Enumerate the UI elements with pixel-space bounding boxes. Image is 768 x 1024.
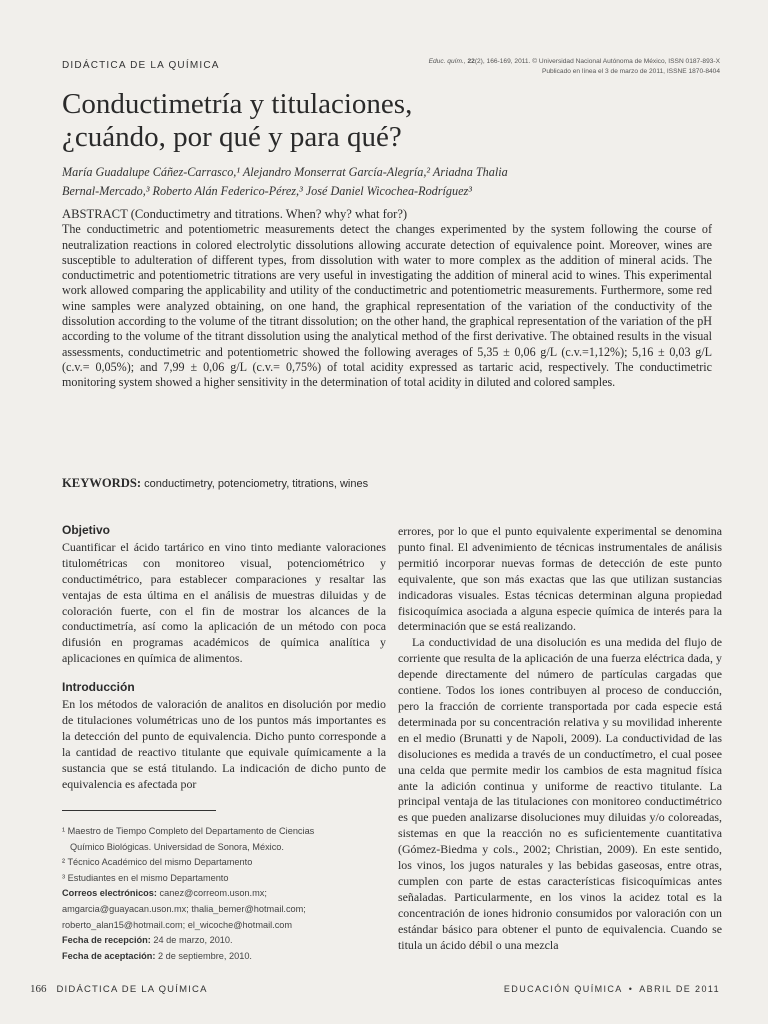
authors-line-1: María Guadalupe Cáñez-Carrasco,¹ Alejandro Monserrat García-Alegría,² Ariadna Thalia xyxy=(62,165,508,179)
received-label: Fecha de recepción: xyxy=(62,935,151,946)
keywords-label: KEYWORDS: xyxy=(62,476,142,490)
right-column xyxy=(398,524,722,953)
footer-journal: EDUCACIÓN QUÍMICA xyxy=(503,984,623,994)
footer-right xyxy=(504,984,720,994)
online-publication-line: Publicado en línea el 3 de marzo de 2011, ISSNE 1870-8404 xyxy=(541,68,720,75)
footer-issue: ABRIL DE 2011 xyxy=(639,984,720,994)
left-column xyxy=(62,523,386,793)
page-number: 166 xyxy=(30,983,47,995)
section-label: DIDÁCTICA DE LA QUÍMICA xyxy=(62,60,220,71)
keywords-text: conductimetry, potenciometry, titrations, wines xyxy=(144,478,369,490)
footnote-1-line-1: ¹ Maestro de Tiempo Completo del Departamento de Ciencias xyxy=(62,826,315,836)
footer-section: DIDÁCTICA DE LA QUÍMICA xyxy=(56,984,208,995)
keywords xyxy=(62,476,712,491)
title-line-2: ¿cuándo, por qué y para qué? xyxy=(62,121,402,153)
footnote-divider xyxy=(62,810,216,811)
emails-line-3: roberto_alan15@hotmail.com; el_wicoche@hotmail.com xyxy=(62,919,293,930)
footnote-2: ² Técnico Académico del mismo Departamento xyxy=(62,857,253,868)
abstract-heading: ABSTRACT (Conductimetry and titrations. When? why? what for?) xyxy=(62,207,408,221)
footer-separator: • xyxy=(628,984,634,994)
received-date-line xyxy=(62,933,392,949)
objetivo-text: Cuantificar el ácido tartárico en vino tinto mediante valoraciones titulométricas con monitoreo visual, potenciométrico y conductimétrico, para establecer comparaciones y resaltar las ventajas de esta última en el análisis de muestras diluidas y de coloración fuerte, con el fin de mostrar los alcances de la conductimetría, así como la aplicación de un método con poca difusión en programas académicos de química analítica y aplicaciones en química de alimentos. xyxy=(62,539,386,666)
title-line-1: Conductimetría y titulaciones, xyxy=(62,88,413,120)
citation-details: (2), 166-169, 2011. © Universidad Nacional Autónoma de México, ISSN 0187-893-X xyxy=(474,58,720,65)
authors-line-2: Bernal-Mercado,³ Roberto Alán Federico-Pérez,³ José Daniel Wicochea-Rodríguez³ xyxy=(62,184,472,198)
footnote-1-line-2: Químico Biológicas. Universidad de Sonora, México. xyxy=(70,841,284,852)
emails-line-2: amgarcia@guayacan.uson.mx; thalia_bemer@hotmail.com; xyxy=(62,903,306,914)
right-paragraph-1: errores, por lo que el punto equivalente experimental se denomina punto final. El advenimiento de técnicas instrumentales de análisis permitió incorporar nuevas formas de detección de este punto equivalente, que son más exactas que las que utilizan sustancias indicadoras visuales. Estas técnicas determinan alguna propiedad fisicoquímica asociada a alguna especie química de interés para la determinación que se está realizando. xyxy=(398,524,722,634)
emails-label: Correos electrónicos: xyxy=(62,888,157,899)
accepted-label: Fecha de aceptación: xyxy=(62,950,156,961)
introduccion-heading: Introducción xyxy=(62,680,135,695)
journal-citation: Educ. quím., 22(2), 166-169, 2011. © Universidad Nacional Autónoma de México, ISSN 0187-893-X Publicado en línea el 3 de marzo de 2011, ISSNE 1870-8404 xyxy=(340,57,720,77)
accepted-date: 2 de septiembre, 2010. xyxy=(158,950,252,961)
right-paragraph-2: La conductividad de una disolución es una medida del flujo de corriente que resulta de la aplicación de una fuerza eléctrica dada, y depende directamente del número de partículas cargadas que contiene. Todos los iones contribuyen al proceso de conducción, pero la fracción de corriente transportada por cada especie está determinada por su concentración relativa y su movilidad inherente en el medio (Brunatti y de Napoli, 2009). La conductividad de las disoluciones es medida a través de un conductímetro, el cual posee una celda que permite medir los cambios de esta magnitud física ante la adición continua y uniforme de reactivo titulante. La principal ventaja de las titulaciones con monitoreo conductimétrico es que pueden analizarse disoluciones muy diluidas y/o coloreadas, sistemas en que la reacción no es suficientemente cuantitativa (Gómez-Biedma y cols., 2002; Christian, 2009). En este sentido, los vinos, los jugos naturales y las bebidas gaseosas, entre otras, cumplen con parte de estas características fisicoquímicas antes señaladas. Particularmente, en los vinos la acidez total es la concentración de iones hidronio consumidos por valoración con un estándar básico para obtener el punto de equivalencia. Cuando se titula un ácido débil o una mezcla xyxy=(398,635,722,952)
citation-journal: Educ. quím. xyxy=(428,58,464,65)
citation-volume: 22 xyxy=(467,58,475,65)
footnote-3: ³ Estudiantes en el mismo Departamento xyxy=(62,872,229,883)
email-list-1: canez@correom.uson.mx; xyxy=(159,888,267,899)
footnotes xyxy=(62,824,392,964)
introduccion-text: En los métodos de valoración de analitos en disolución por medio de titulaciones volumétricas uno de los puntos más importantes es la detección del punto de equivalencia. Dicho punto corresponde a la cantidad de reactivo titulante que equivale químicamente a la sustancia que se está titulando. La indicación de dicho punto de equivalencia es afectada por xyxy=(62,697,386,791)
footer-left xyxy=(30,983,208,995)
received-date: 24 de marzo, 2010. xyxy=(153,935,233,946)
emails-line-1 xyxy=(62,886,392,902)
author-list xyxy=(62,163,712,201)
objetivo-heading: Objetivo xyxy=(62,523,111,537)
accepted-date-line xyxy=(62,949,392,965)
article-title xyxy=(62,88,702,154)
abstract-text: The conductimetric and potentiometric measurements detect the changes experimented by the system following the course of neutralization reactions in colored electrolytic dissolutions allowing accurate detection of equivalence point. Moreover, wines are susceptible to adulteration of different types, from dissolution with water to more complex as the addition of mineral acids. The conductimetric and potentiometric titrations are very useful in investigating the addition of mineral acid to wines. This experimental work allowed comparing the applicability and utility of the conductimetric and potentiometric measurements. Furthermore, some red wine samples were analyzed obtaining, on one hand, the graphical representation of the variation of the conductivity of the dissolution according to the volume of the titrant dissolution; on the other hand, the graphical representation of the variation of the pH according to the volume of the titrant dissolution using the analytical method of the first derivative. The obtained results in the visual assessments, conductimetric and potentiometric showed the following averages of 5,35 ± 0,06 g/L (c.v.=1,12%); 5,16 ± 0,03 g/L (c.v.= 0,05%); and 7,99 ± 0,06 g/L (c.v.= 0,75%) of total acidity expressed as tartaric acid, respectively. The conductimetric monitoring system showed a higher sensitivity in the determination of total acidity in diluted and colored samples. xyxy=(62,222,712,390)
abstract xyxy=(62,207,712,391)
